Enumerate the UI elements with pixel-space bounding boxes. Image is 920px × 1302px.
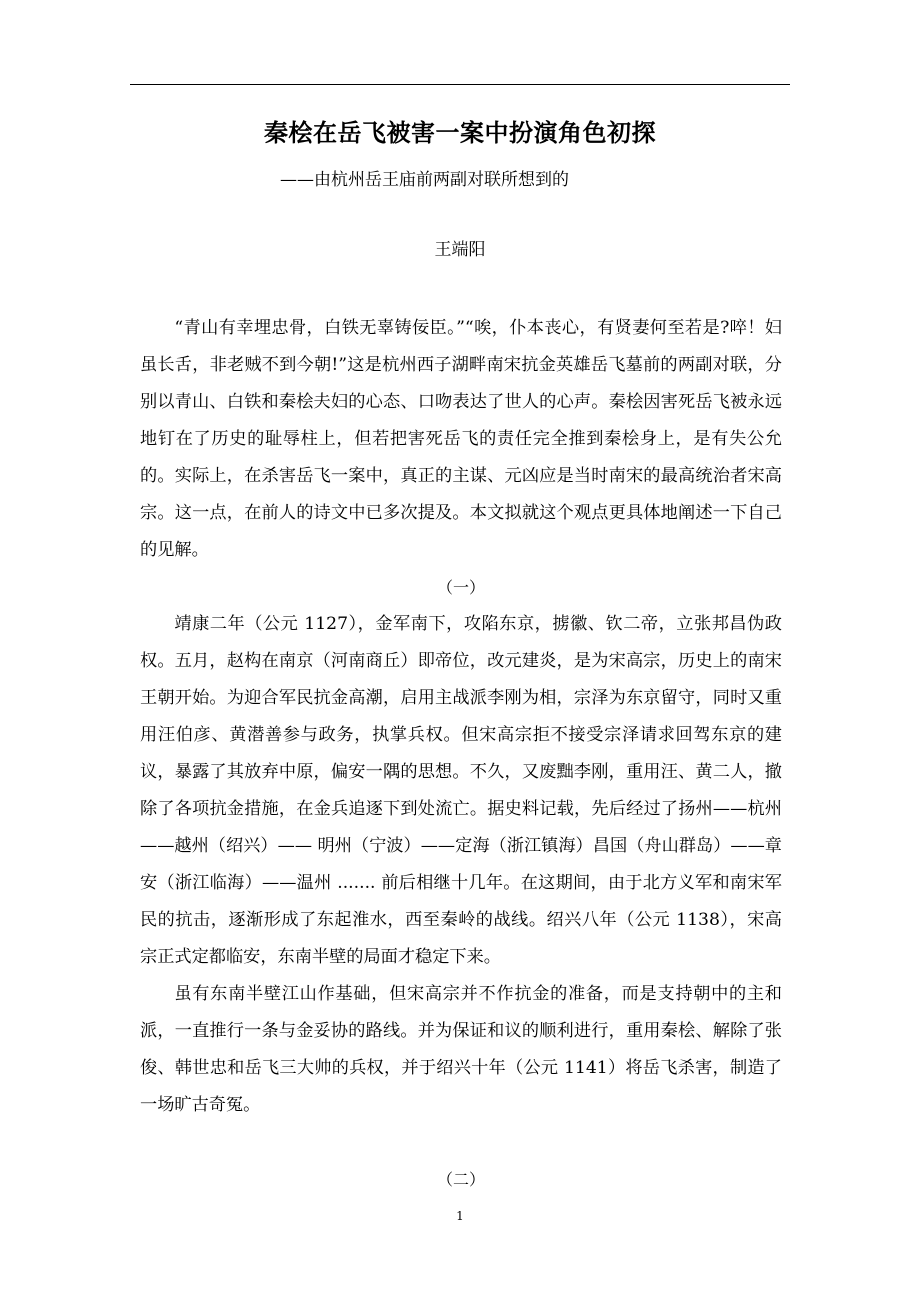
section-heading-two: （二）: [436, 1170, 485, 1189]
document-body: [140, 310, 782, 1198]
paragraph-two: 虽有东南半壁江山作基础，但宋高宗并不作抗金的准备，而是支持朝中的主和派，一直推行一条与金妥协的路线。并为保证和议的顺利进行，重用秦桧、解除了张俊、韩世忠和岳飞三大帅的兵权，并于绍兴十年（公元 1141）将岳飞杀害，制造了一场旷古奇冤。: [140, 984, 782, 1115]
section-heading-one: （一）: [436, 578, 485, 597]
author-name: 王端阳: [434, 240, 486, 260]
document-subtitle: ——由杭州岳王庙前两副对联所想到的: [280, 170, 569, 190]
document-title: 秦桧在岳飞被害一案中扮演角色初探: [264, 119, 656, 147]
header-rule: [130, 84, 790, 85]
paragraph-one: 靖康二年（公元 1127），金军南下，攻陷东京，掳徽、钦二帝，立张邦昌伪政权。五月，赵构在南京（河南商丘）即帝位，改元建炎，是为宋高宗，历史上的南宋王朝开始。为迎合军民抗金高潮，启用主战派李刚为相，宗泽为东京留守，同时又重用汪伯彦、黄潜善参与政务，执掌兵权。但宋高宗拒不接受宗泽请求回驾东京的建议，暴露了其放弃中原，偏安一隅的思想。不久，又废黜李刚，重用汪、黄二人，撤除了各项抗金措施，在金兵追逐下到处流亡。据史料记载，先后经过了扬州——杭州——越州（绍兴）—— 明州（宁波）——定海（浙江镇海）昌国（舟山群岛）——章安（浙江临海）——温州 ....... 前后相继十几年。在这期间，由于北方义军和南宋军民的抗击，逐渐形成了东起淮水，西至秦岭的战线。绍兴八年（公元 1138），宋高宗正式定都临安，东南半壁的局面才稳定下来。: [140, 614, 782, 967]
intro-paragraph: “青山有幸埋忠骨，白铁无辜铸佞臣。”“唉，仆本丧心，有贤妻何至若是?啐！妇虽长舌，非老贼不到今朝!”这是杭州西子湖畔南宋抗金英雄岳飞墓前的两副对联，分别以青山、白铁和秦桧夫妇的心态、口吻表达了世人的心声。秦桧因害死岳飞被永远地钉在了历史的耻辱柱上，但若把害死岳飞的责任完全推到秦桧身上，是有失公允的。实际上，在杀害岳飞一案中，真正的主谋、元凶应是当时南宋的最高统治者宋高宗。这一点，在前人的诗文中已多次提及。本文拟就这个观点更具体地阐述一下自己的见解。: [140, 318, 782, 560]
page-number: 1: [456, 1209, 464, 1223]
blank-line: [140, 1124, 782, 1161]
